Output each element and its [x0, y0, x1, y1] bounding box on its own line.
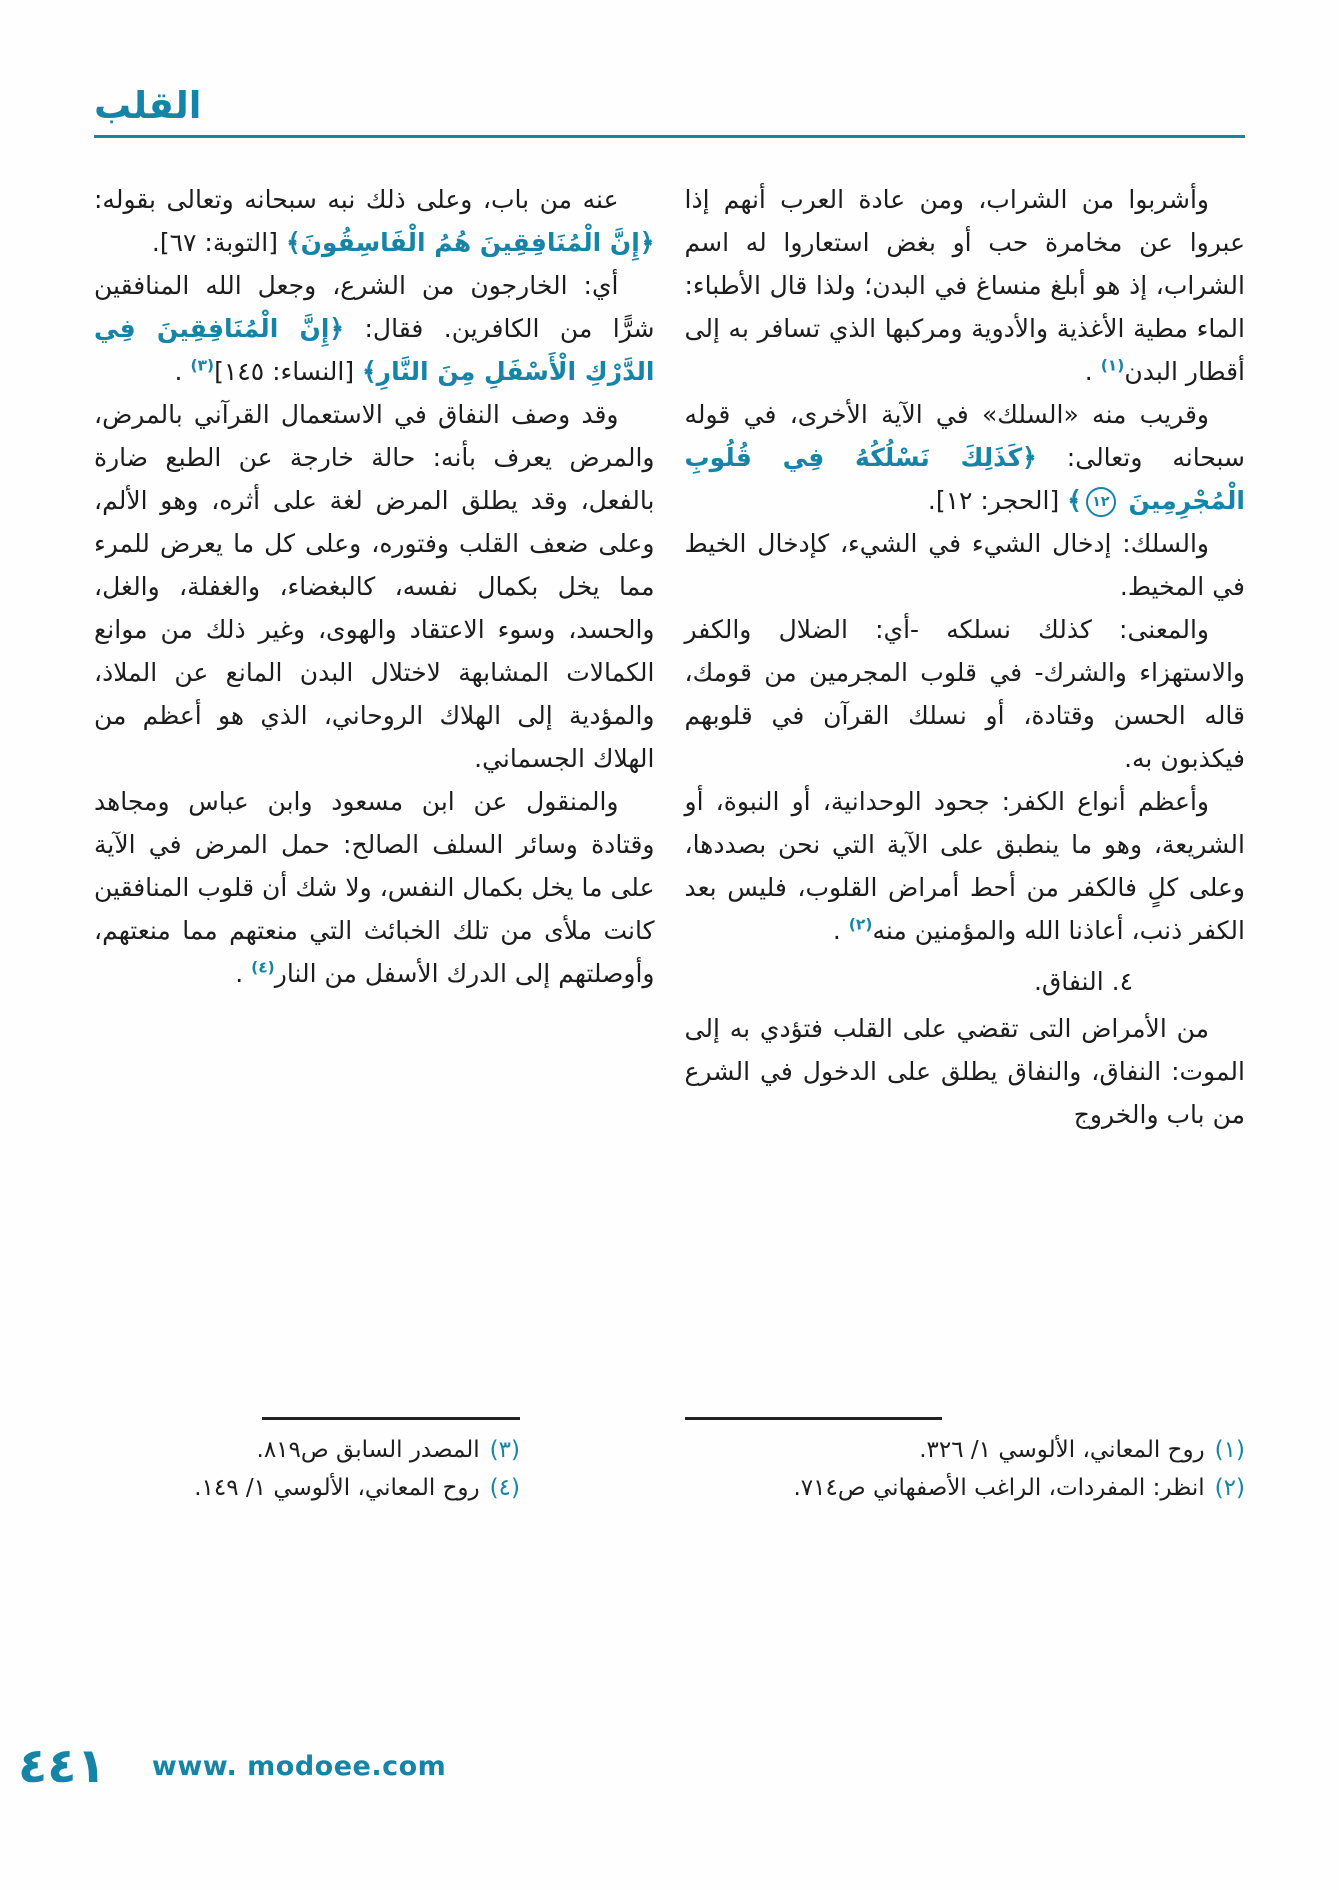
body-text: . [1084, 357, 1101, 386]
body-text: وأشربوا من الشراب، ومن عادة العرب أنهم إذا عبروا عن مخامرة حب أو بغض استعاروا له اسم الشراب، إذ هو أبلغ منساغ في البدن؛ ولذا قال الأطباء: الماء مطية الأغذية والأدوية ومركبها الذي تسافر به إلى أقطار البدن [684, 185, 1245, 386]
body-text: وقد وصف النفاق في الاستعمال القرآني بالمرض، والمرض يعرف بأنه: حالة خارجة عن الطبع ضارة بالفعل، وقد يطلق المرض لغة على أثره، وهو الألم، وعلى ضعف القلب وفتوره، وعلى كل ما يعرض للمرء مما يخل بكمال نفسه، كالبغضاء، والغفلة، والغل، والحسد، وسوء الاعتقاد والهوى، وغير ذلك من موانع الكمالات المشابهة لاختلال البدن المانع عن الملاذ، والمؤدية إلى الهلاك الروحاني، الذي هو أعظم من الهلاك الجسماني. [94, 400, 655, 773]
column-left [94, 178, 655, 1508]
paragraph [685, 1007, 1246, 1136]
column-left-body [94, 178, 655, 1401]
footnote-text: روح المعاني، الألوسي ١/ ٣٢٦. [919, 1437, 1205, 1464]
body-text: من الأمراض التى تقضي على القلب فتؤدي به إلى الموت: النفاق، والنفاق يطلق على الدخول في الشرع من باب والخروج [684, 1014, 1245, 1129]
footnote-item [94, 1470, 520, 1508]
column-right-footnotes-list [685, 1432, 1246, 1508]
paragraph [685, 608, 1246, 780]
quran-verse: ﴾ [1067, 486, 1082, 515]
paragraph [94, 393, 655, 780]
body-text: . [235, 959, 252, 988]
paragraph [685, 522, 1246, 608]
verse-citation: [التوبة: ٦٧]. [151, 228, 286, 257]
section-heading [685, 960, 1246, 1003]
footnote-separator [262, 1417, 520, 1420]
footnote-text: روح المعاني، الألوسي ١/ ١٤٩. [194, 1475, 480, 1502]
column-right-footnotes [685, 1417, 1246, 1508]
page-footer [18, 1738, 447, 1794]
paragraph [685, 178, 1246, 393]
footnote-marker: (٣) [489, 1437, 520, 1464]
page-body [94, 178, 1245, 1508]
verse-citation: [النساء: ١٤٥] [214, 357, 363, 386]
aya-number-badge: ١٢ [1086, 487, 1116, 517]
footnote-text: انظر: المفردات، الراغب الأصفهاني ص٧١٤. [793, 1475, 1205, 1502]
page-header [94, 84, 1245, 138]
paragraph [94, 264, 655, 393]
footnote-ref: (١) [1100, 356, 1125, 375]
website-url: www. modoee.com [151, 1750, 447, 1782]
paragraph [685, 780, 1246, 952]
paragraph [685, 393, 1246, 522]
body-text: والسلك: إدخال الشيء في الشيء، كإدخال الخيط في المخيط. [684, 529, 1245, 601]
footnote-separator [685, 1417, 943, 1420]
footnote-item [685, 1470, 1246, 1508]
paragraph [94, 178, 655, 264]
header-rule [94, 135, 1245, 138]
body-text: ٤. النفاق. [1033, 967, 1133, 996]
column-left-footnotes [94, 1417, 655, 1508]
body-text: أي: الخارجون من الشرع، وجعل الله المنافقين شرًّا من الكافرين. فقال: [94, 271, 655, 343]
column-right [685, 178, 1246, 1508]
paragraph [94, 780, 655, 995]
quran-verse: ﴿كَذَلِكَ نَسْلُكُهُ فِي قُلُوبِ الْمُجْرِمِينَ [684, 443, 1245, 515]
footnote-item [94, 1432, 520, 1470]
column-right-body [685, 178, 1246, 1401]
body-text: وقريب منه «السلك» في الآية الأخرى، في قوله سبحانه وتعالى: [684, 400, 1245, 472]
page-number: ٤٤١ [18, 1738, 106, 1794]
quran-verse: ﴿إِنَّ الْمُنَافِقِينَ هُمُ الْفَاسِقُونَ﴾ [285, 228, 655, 257]
footnote-marker: (٢) [1214, 1475, 1245, 1502]
text-columns [94, 178, 1245, 1508]
body-text: والمعنى: كذلك نسلكه -أي: الضلال والكفر والاستهزاء والشرك- في قلوب المجرمين من قومك، قاله الحسن وقتادة، أو نسلك القرآن في قلوبهم فيكذبون به. [684, 615, 1245, 773]
footnote-ref: (٤) [251, 958, 275, 977]
footnote-marker: (٤) [489, 1475, 520, 1502]
footnote-ref: (٣) [190, 356, 215, 375]
body-text: عنه من باب، وعلى ذلك نبه سبحانه وتعالى بقوله: [94, 185, 619, 214]
footnote-item [685, 1432, 1246, 1470]
body-text: . [832, 916, 849, 945]
footnote-ref: (٢) [848, 915, 873, 934]
footnote-text: المصدر السابق ص٨١٩. [256, 1437, 480, 1464]
verse-citation: [الحجر: ١٢]. [927, 486, 1068, 515]
column-left-footnotes-list [94, 1432, 520, 1508]
page-title: القلب [94, 84, 202, 127]
body-text: وأعظم أنواع الكفر: جحود الوحدانية، أو النبوة، أو الشريعة، وهو ما ينطبق على الآية التي نحن بصددها، وعلى كلٍ فالكفر من أحط أمراض القلوب، فليس بعد الكفر ذنب، أعاذنا الله والمؤمنين منه [684, 787, 1245, 945]
footnote-marker: (١) [1214, 1437, 1245, 1464]
body-text: والمنقول عن ابن مسعود وابن عباس ومجاهد وقتادة وسائر السلف الصالح: حمل المرض في الآية على ما يخل بكمال النفس، ولا شك أن قلوب المنافقين كانت ملأى من تلك الخبائث التي منعتهم مما منعتهم، وأوصلتهم إلى الدرك الأسفل من النار [94, 787, 655, 988]
body-text: . [174, 357, 191, 386]
quran-verse: ﴿إِنَّ الْمُنَافِقِينَ فِي الدَّرْكِ الْأَسْفَلِ مِنَ النَّارِ﴾ [94, 314, 655, 386]
